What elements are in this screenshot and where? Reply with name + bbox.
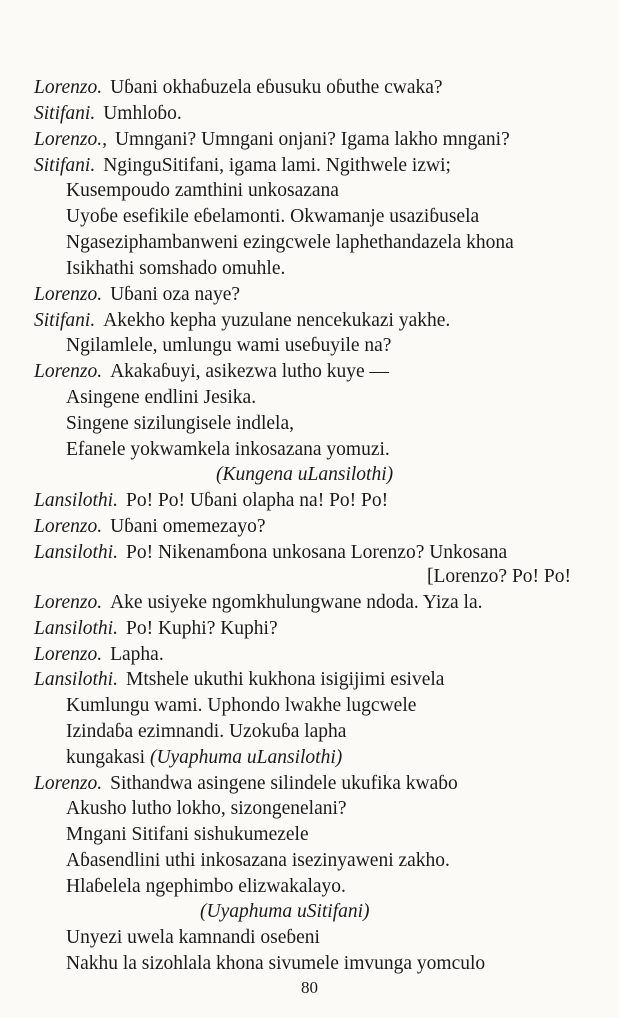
- verse-line: Asingene endlini Jesika.: [66, 387, 257, 408]
- stage-direction: (Kungena uLansilothi): [216, 464, 394, 485]
- verse-line: Aɓasendlini uthi inkosazana isezinyaweni zakho.: [66, 850, 450, 871]
- line-text: Mtshele ukuthi kukhona isigijimi esivela: [125, 669, 445, 690]
- verse-line: Akusho lutho lokho, sizongenelani?: [66, 798, 347, 819]
- speaker-name: Lorenzo.: [34, 592, 103, 613]
- speaker-name: Sitifani.: [34, 103, 96, 124]
- dialogue-line: [34, 541, 507, 565]
- speaker-name: Lorenzo.: [34, 77, 103, 98]
- continued-line: [Lorenzo? Po! Po!: [426, 566, 571, 587]
- line-text: Umngani? Umngani onjani? Igama lakho mngani?: [114, 129, 510, 150]
- speaker-name: Lansilothi.: [34, 669, 118, 690]
- stage-direction: (Uyaphuma uLansilothi): [149, 747, 343, 768]
- stage-direction: (Uyaphuma uSitifani): [200, 901, 370, 922]
- dialogue-line: [34, 591, 483, 615]
- dialogue-line: [34, 76, 443, 100]
- verse-line: Ngaseziphambanweni ezingcwele laphethandazela khona: [66, 232, 514, 253]
- verse-line: Izindaɓa ezimnandi. Uzokuɓa lapha: [66, 721, 347, 742]
- line-text: NginguSitifani, igama lami. Ngithwele izwi;: [103, 155, 451, 176]
- verse-line: Kumlungu wami. Uphondo lwakhe lugcwele: [66, 695, 417, 716]
- line-text: Po! Nikenamɓona unkosana Lorenzo? Unkosana: [125, 542, 508, 563]
- line-text: kungakasi: [66, 747, 146, 768]
- speaker-name: Lorenzo.: [34, 516, 103, 537]
- verse-line: Kusempoudo zamthini unkosazana: [66, 180, 339, 201]
- speaker-name: Lansilothi.: [34, 490, 118, 511]
- line-text: Po! Po! Uɓani olapha na! Po! Po!: [125, 490, 389, 511]
- line-text: Akekho kepha yuzulane nencekukazi yakhe.: [103, 310, 451, 331]
- verse-line: Unyezi uwela kamnandi oseɓeni: [66, 927, 320, 948]
- dialogue-line: [34, 643, 164, 667]
- speaker-name: Lorenzo.: [34, 284, 103, 305]
- speaker-name: Lorenzo.: [34, 361, 103, 382]
- speaker-name: Lorenzo.,: [34, 129, 107, 150]
- verse-line: Ngilamlele, umlungu wami useɓuyile na?: [66, 335, 392, 356]
- dialogue-line: [34, 617, 278, 641]
- line-text: Umhloɓo.: [103, 103, 182, 124]
- line-text: Uɓani okhaɓuzela eɓusuku oɓuthe cwaka?: [110, 77, 443, 98]
- speaker-name: Lorenzo.: [34, 773, 103, 794]
- dialogue-line: [34, 154, 451, 178]
- speaker-name: Sitifani.: [34, 310, 96, 331]
- line-text: Po! Kuphi? Kuphi?: [125, 618, 278, 639]
- verse-line: Mngani Sitifani sishukumezele: [66, 824, 309, 845]
- line-text: Sithandwa asingene silindele ukufika kwaɓo: [110, 773, 458, 794]
- dialogue-line: [34, 128, 510, 152]
- dialogue-line: [34, 772, 458, 796]
- verse-line: Uyoɓe esefikile eɓelamonti. Okwamanje usaziɓusela: [66, 206, 480, 227]
- verse-line: Singene sizilungisele indlela,: [66, 413, 294, 434]
- speaker-name: Lansilothi.: [34, 542, 118, 563]
- line-text: Ake usiyeke ngomkhulungwane ndoda. Yiza la.: [110, 592, 483, 613]
- verse-line: Nakhu la sizohlala khona sivumele imvunga yomculo: [66, 953, 486, 974]
- line-text: Uɓani oza naye?: [110, 284, 241, 305]
- verse-line: Isikhathi somshado omuhle.: [66, 258, 286, 279]
- line-text: Akakaɓuyi, asikezwa lutho kuye —: [110, 361, 389, 382]
- dialogue-line: [34, 360, 389, 384]
- verse-line: [66, 746, 342, 770]
- speaker-name: Lorenzo.: [34, 644, 103, 665]
- line-text: Lapha.: [110, 644, 164, 665]
- dialogue-line: [34, 515, 265, 539]
- page-number: 80: [301, 978, 318, 997]
- dialogue-line: [34, 489, 388, 513]
- speaker-name: Sitifani.: [34, 155, 96, 176]
- dialogue-line: [34, 283, 240, 307]
- line-text: Uɓani omemezayo?: [110, 516, 266, 537]
- verse-line: Hlaɓelela ngephimbo elizwakalayo.: [66, 876, 346, 897]
- dialogue-line: [34, 668, 444, 692]
- speaker-name: Lansilothi.: [34, 618, 118, 639]
- verse-line: Efanele yokwamkela inkosazana yomuzi.: [66, 439, 390, 460]
- dialogue-line: [34, 102, 182, 126]
- dialogue-line: [34, 309, 450, 333]
